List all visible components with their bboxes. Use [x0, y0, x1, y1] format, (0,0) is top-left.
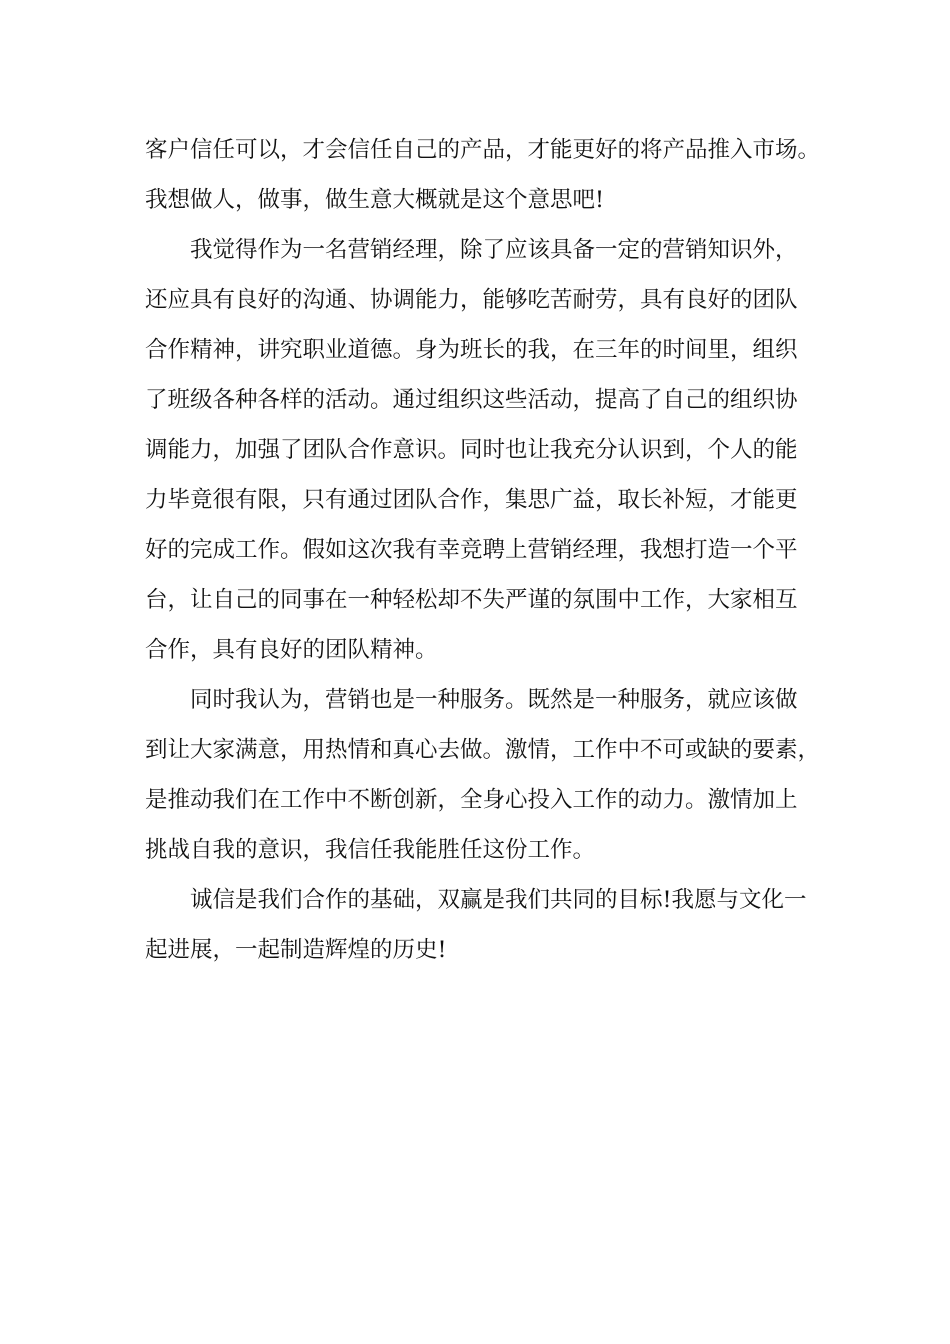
text-line: 了班级各种各样的活动。通过组织这些活动，提高了自己的组织协 [145, 387, 798, 413]
text-line: 到让大家满意，用热情和真心去做。激情，工作中不可或缺的要素， [145, 737, 821, 763]
text-line: 好的完成工作。假如这次我有幸竞聘上营销经理，我想打造一个平 [145, 537, 798, 563]
text-line: 还应具有良好的沟通、协调能力，能够吃苦耐劳，具有良好的团队 [145, 287, 798, 313]
text-line: 挑战自我的意识，我信任我能胜任这份工作。 [145, 837, 596, 863]
text-line: 我觉得作为一名营销经理，除了应该具备一定的营销知识外， [190, 237, 798, 263]
text-line: 诚信是我们合作的基础，双赢是我们共同的目标!我愿与文化一 [190, 887, 807, 913]
text-line: 同时我认为，营销也是一种服务。既然是一种服务，就应该做 [190, 687, 798, 713]
text-line: 合作，具有良好的团队精神。 [145, 637, 438, 663]
text-line: 起进展，一起制造辉煌的历史! [145, 937, 447, 963]
document-body [145, 125, 845, 975]
text-line: 台，让自己的同事在一种轻松却不失严谨的氛围中工作，大家相互 [145, 587, 798, 613]
text-line: 客户信任可以，才会信任自己的产品，才能更好的将产品推入市场。 [145, 137, 821, 163]
text-line: 力毕竟很有限，只有通过团队合作，集思广益，取长补短，才能更 [145, 487, 798, 513]
paragraph-2 [145, 225, 845, 675]
paragraph-4 [145, 875, 845, 975]
text-line: 合作精神，讲究职业道德。身为班长的我，在三年的时间里，组织 [145, 337, 798, 363]
paragraph-1 [145, 125, 845, 225]
text-line: 是推动我们在工作中不断创新，全身心投入工作的动力。激情加上 [145, 787, 798, 813]
text-line: 我想做人，做事，做生意大概就是这个意思吧! [145, 187, 605, 213]
paragraph-3 [145, 675, 845, 875]
text-line: 调能力，加强了团队合作意识。同时也让我充分认识到，个人的能 [145, 437, 798, 463]
